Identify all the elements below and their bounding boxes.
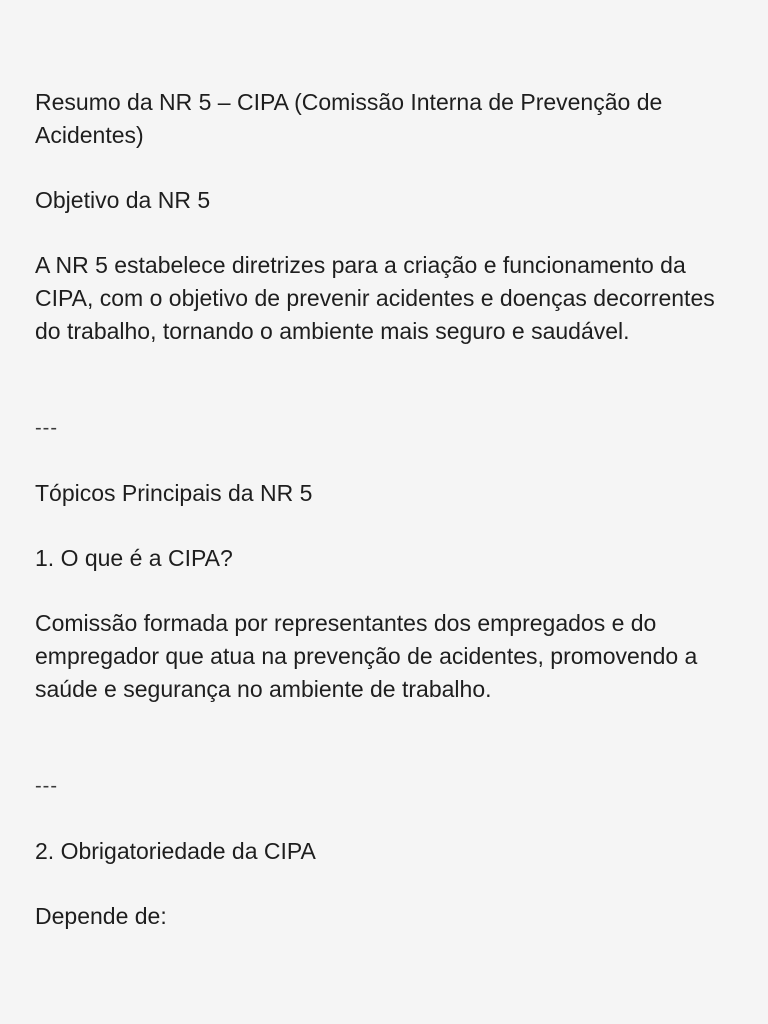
spacer (35, 706, 735, 770)
document-body (35, 86, 735, 933)
spacer (35, 348, 735, 412)
spacer (35, 510, 735, 542)
document-title: Resumo da NR 5 – CIPA (Comissão Interna de Prevenção de Acidentes) (35, 89, 663, 148)
topic-2-text: Depende de: (35, 903, 167, 929)
topic-1-text: Comissão formada por representantes dos empregados e do empregador que atua na prevenção de acidentes, promovendo a saúde e segurança no ambiente de trabalho. (35, 610, 698, 702)
section-separator: --- (35, 775, 58, 797)
objective-heading: Objetivo da NR 5 (35, 187, 211, 213)
spacer (35, 868, 735, 900)
spacer (35, 575, 735, 607)
spacer (35, 803, 735, 835)
topic-2-heading: 2. Obrigatoriedade da CIPA (35, 838, 316, 864)
objective-text: A NR 5 estabelece diretrizes para a criação e funcionamento da CIPA, com o objetivo de prevenir acidentes e doenças decorrentes do trabalho, tornando o ambiente mais seguro e saudável. (35, 252, 715, 344)
topic-1-heading: 1. O que é a CIPA? (35, 545, 233, 571)
spacer (35, 152, 735, 184)
topics-heading: Tópicos Principais da NR 5 (35, 480, 313, 506)
section-separator: --- (35, 417, 58, 439)
spacer (35, 445, 735, 477)
spacer (35, 217, 735, 249)
